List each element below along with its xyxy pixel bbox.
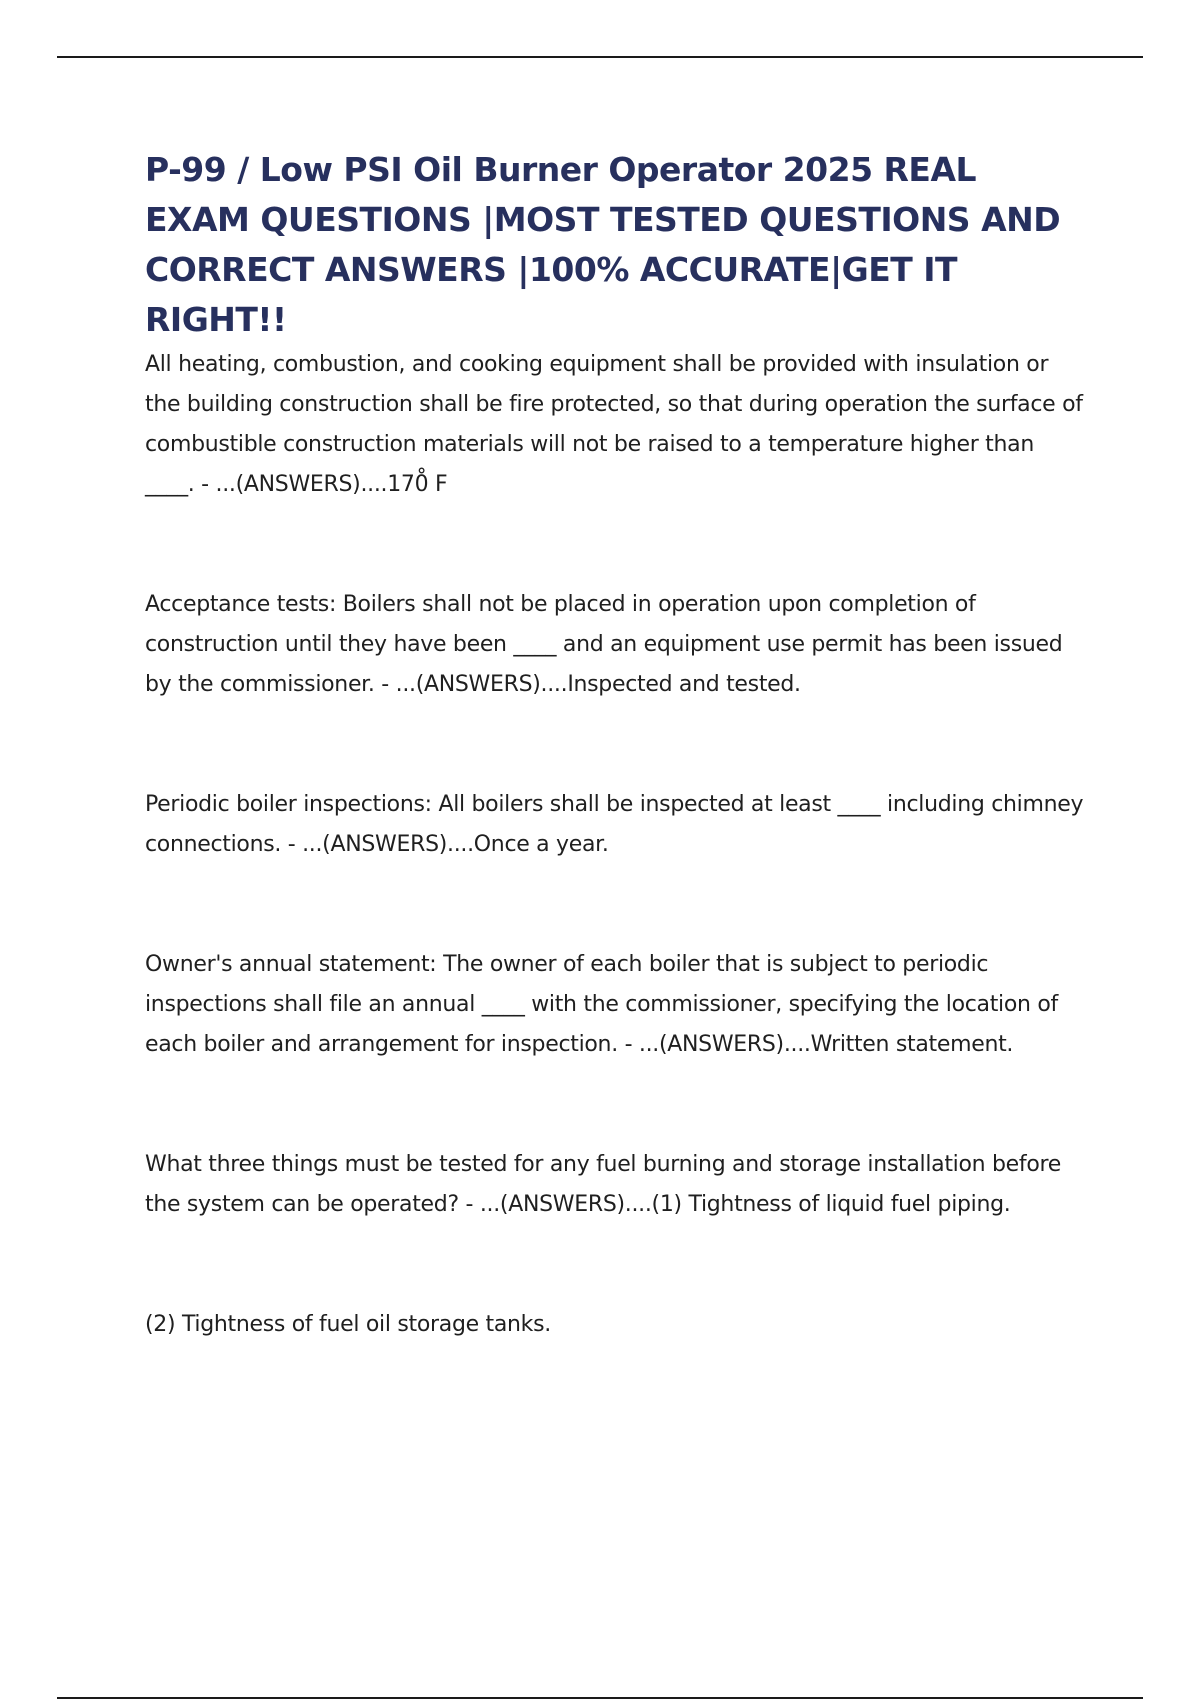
qa-item: Owner's annual statement: The owner of each boiler that is subject to periodic inspections shall file an annual ____ with the commissioner, specifying the location of each boiler and arrangement for inspection. - ...(ANSWERS)....Written statement.	[145, 952, 1058, 1057]
qa-item: All heating, combustion, and cooking equipment shall be provided with insulation or the building construction shall be fire protected, so that during operation the surface of combustible construction materials will not be raised to a temperature higher than ____. - ...(ANSWERS)....170̊ F	[145, 352, 1083, 497]
document-title: P-99 / Low PSI Oil Burner Operator 2025 REAL EXAM QUESTIONS |MOST TESTED QUESTIONS AND CORRECT ANSWERS |100% ACCURATE|GET IT RIGHT!!	[145, 150, 1061, 339]
qa-item: Acceptance tests: Boilers shall not be placed in operation upon completion of construction until they have been ____ and an equipment use permit has been issued by the commissioner. - ...(ANSWERS)....Inspected and tested.	[145, 592, 1063, 697]
header-rule	[57, 56, 1143, 58]
document-content	[145, 145, 1085, 1345]
qa-item: (2) Tightness of fuel oil storage tanks.	[145, 1312, 551, 1337]
footer-rule	[57, 1697, 1143, 1699]
qa-item: Periodic boiler inspections: All boilers shall be inspected at least ____ including chimney connections. - ...(ANSWERS)....Once a year.	[145, 792, 1084, 857]
qa-item: What three things must be tested for any fuel burning and storage installation before the system can be operated? - ...(ANSWERS)....(1) Tightness of liquid fuel piping.	[145, 1152, 1061, 1217]
